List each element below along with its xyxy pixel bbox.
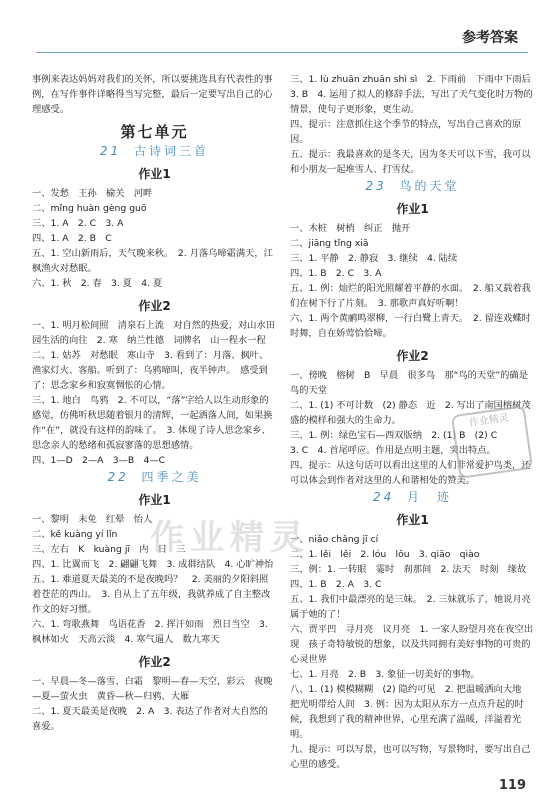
lesson-24-heading [290, 490, 535, 505]
homework-2-answers [32, 318, 277, 468]
homework-1-answers [290, 221, 535, 341]
homework-2-title: 作业2 [138, 299, 171, 313]
left-column [32, 72, 277, 734]
stamp-mark: 作业精灵 [451, 405, 533, 479]
answer-line: 四、1. 比翼而飞 2. 翩翩飞舞 3. 成群结队 4. 心旷神怡 [32, 559, 274, 570]
answer-line: 一、木桩 树梢 纠正 抛开 [290, 223, 411, 234]
header-rule [36, 52, 528, 53]
answer-line: 五、1. 难道夏天最美的不是夜晚吗？ 2. 美丽的夕阳斜照着苍茫的西山。 3. 自从上了五年级，我就养成了自主整改作文的好习惯。 [32, 574, 271, 615]
answer-line: 四、提示：注意抓住这个季节的特点，写出自己喜欢的原因。 [290, 119, 522, 145]
homework-1-title: 作业1 [396, 513, 429, 527]
lesson-number: 23 [365, 179, 387, 193]
lesson-title: 古诗词三首 [134, 144, 210, 158]
page-header [0, 0, 558, 60]
homework-1-title: 作业1 [396, 202, 429, 216]
homework-2-title: 作业2 [396, 349, 429, 363]
lesson-23-heading [290, 179, 535, 194]
answer-line: 二、mǐng huàn gèng guō [32, 203, 147, 214]
answer-line: 3. C 4. 首尾呼应。作用是点明主题，突出特点。 [290, 445, 496, 456]
answer-line: 六、1. 两个黄鹂鸣翠柳，一行白鹭上青天。 2. 留连戏蝶时时舞，自在娇莺恰恰啼。 [290, 313, 531, 339]
answer-line: 三、左右 K kuàng jī 内 日 三 [32, 544, 186, 555]
answer-line: 六、贾平凹 寻月亮 议月亮 1. 一家人盼望月亮在夜空出现 孩子奇特敏锐的想象，以及共同拥有美好事物的可贵的心灵世界 [290, 624, 534, 665]
lesson-22-continued-answers [290, 72, 541, 177]
lesson-title: 月 迹 [407, 490, 453, 504]
answer-line: 三、1. A 2. C 3. A [32, 218, 124, 229]
answer-line: 二、1. lěi lěi 2. lóu lǒu 3. qiāo qiào [290, 549, 480, 560]
answer-line: 三、1. 平静 2. 静寂 3. 继续 4. 陆续 [290, 253, 458, 264]
lesson-title: 四季之美 [141, 470, 202, 484]
answer-line: 一、傍晚 榕树 B 早晨 很多鸟 那“鸟的天堂”的确是鸟的天堂 [290, 370, 528, 396]
answer-line: 五、1. 空山新雨后，天气晚来秋。 2. 月落乌啼霜满天，江枫渔火对愁眠。 [32, 248, 273, 274]
answer-line: 四、1—D 2—A 3—B 4—C [32, 455, 166, 466]
answer-line: 九、提示：可以写景，也可以写物，写景物时，要写出自己心里的感受。 [290, 744, 531, 770]
homework-2-answers [32, 674, 277, 734]
lesson-number: 22 [107, 470, 129, 484]
header-title: 参考答案 [462, 30, 518, 46]
answer-line: 三、1. 例：绿色宝石—西双版纳 2. (1) B (2) C [290, 430, 498, 441]
answer-line: 五、提示：我最喜欢的是冬天，因为冬天可以下雪，我可以和小朋友一起堆雪人、打雪仗。 [290, 149, 531, 175]
homework-1-answers [290, 532, 535, 772]
answer-line: 二、1. 姑苏 对愁眠 寒山寺 3. 看到了：月落、枫叶、渔家灯火、客船。听到了：乌鸦啼叫，夜半钟声。 感受到了：思念家乡和寂寞惆怅的心情。 [32, 350, 269, 391]
lesson-number: 21 [99, 144, 122, 158]
homework-2-title: 作业2 [138, 655, 171, 669]
answer-line: 一、早晨—冬—落雪、白霜 黎明—春—天空，彩云 夜晚—夏—萤火虫 黄昏—秋—归鸦、大雁 [32, 676, 273, 702]
answer-line: 五、1. 我们中最漂亮的是三妹。 2. 三妹就乐了，她说月亮属于她的了！ [290, 594, 531, 620]
homework-1-answers [32, 186, 277, 291]
page-number: 119 [498, 778, 526, 793]
answer-line: 二、jiāng tǐng xiā [290, 238, 369, 249]
answer-line: 三、例：1. 一转眼 霎时 刹那间 2. 法天 时刻 缘故 [290, 564, 527, 575]
answer-line: 二、1. (1) 不可计数 (2) 静态 近 2. 写出了南国榕树茂盛的模样和强大的生命力。 [290, 400, 531, 426]
answer-line: 四、1. B 2. A 3. C [290, 579, 382, 590]
answer-line: 一、niǎo chǎng jī cí [290, 534, 379, 545]
answer-line: 四、1. B 2. C 3. A [290, 268, 382, 279]
homework-1-title: 作业1 [138, 493, 171, 507]
answer-line: 五、1. 例：灿烂的阳光照耀着平静的水面。 2. 船又载着我们在树下行了片刻。 3. 那歌声真好听啊！ [290, 283, 531, 309]
answer-line: 六、1. 弯歌燕舞 鸟语花香 2. 挥汗如雨 烈日当空 3. 枫林如火 天高云淡 4. 寒气逼人 数九寒天 [32, 619, 268, 645]
answer-line: 三、1. lù zhuān zhuān shì sì 2. 下雨前 下雨中下雨后 3. B 4. 运用了拟人的修辞手法，写出了天气变化时万物的情景，使句子更形象，更生动。 [290, 74, 541, 115]
lesson-22-heading [32, 470, 277, 485]
unit-title: 第七单元 [120, 123, 189, 141]
watermark-text: 作业精灵 [150, 518, 310, 558]
answer-line: 四、提示：从这句话可以看出这里的人们非常爱护鸟类，还可以体会到作者对这里的人和谐相处的赞美。 [290, 460, 531, 486]
answer-line: 一、发愁 王孙 榆关 河畔 [32, 188, 153, 199]
answer-line: 八、1. (1) 模模糊糊 (2) 隐约可见 2. 把温暖洒向大地 把光明带给人间 3. 例：因为太阳从东方一点点升起的时候，我想到了我的精神世界，心里充满了温暖，洋溢着光明。 [290, 684, 531, 740]
answer-line: 四、1. A 2. B C [32, 233, 112, 244]
answer-line: 三、1. 地白 鸟鸦 2. 不可以，“落”字给人以生动形象的感觉，仿佛听秋思随着银月的清辉，一起洒落人间，如果换作“在”，就没有这样的韵味了。 3. 体现了诗人思念家乡、思念亲人的愁绪和孤寂寥落的思想感情。 [32, 395, 273, 451]
lesson-title: 鸟的天堂 [399, 179, 460, 193]
answer-line: 七、1. 月亮 2. B 3. 象征一切美好的事物。 [290, 669, 480, 680]
intro-text: 事例来表达妈妈对我们的关怀，所以要挑选具有代表性的事例，在写作事件详略得当写完整，最后一定要写出自己的心理感受。 [32, 74, 273, 115]
answer-line: 一、黎明 未免 红晕 怡人 [32, 514, 153, 525]
lesson-number: 24 [372, 490, 395, 504]
answer-line: 六、1. 秋 2. 春 3. 夏 4. 夏 [32, 278, 163, 289]
answer-line: 二、kě kuàng yí lǐn [32, 529, 118, 540]
answer-line: 二、1. 夏天最美是夜晚 2. A 3. 表达了作者对大自然的喜爱。 [32, 706, 268, 732]
answer-line: 一、1. 明月松间照 清泉石上流 对自然的热爱，对山水田园生活的向往 2. 寒 纳兰性德 词牌名 山一程水一程 [32, 320, 276, 346]
lesson-21-heading [32, 144, 277, 159]
homework-1-title: 作业1 [138, 167, 171, 181]
